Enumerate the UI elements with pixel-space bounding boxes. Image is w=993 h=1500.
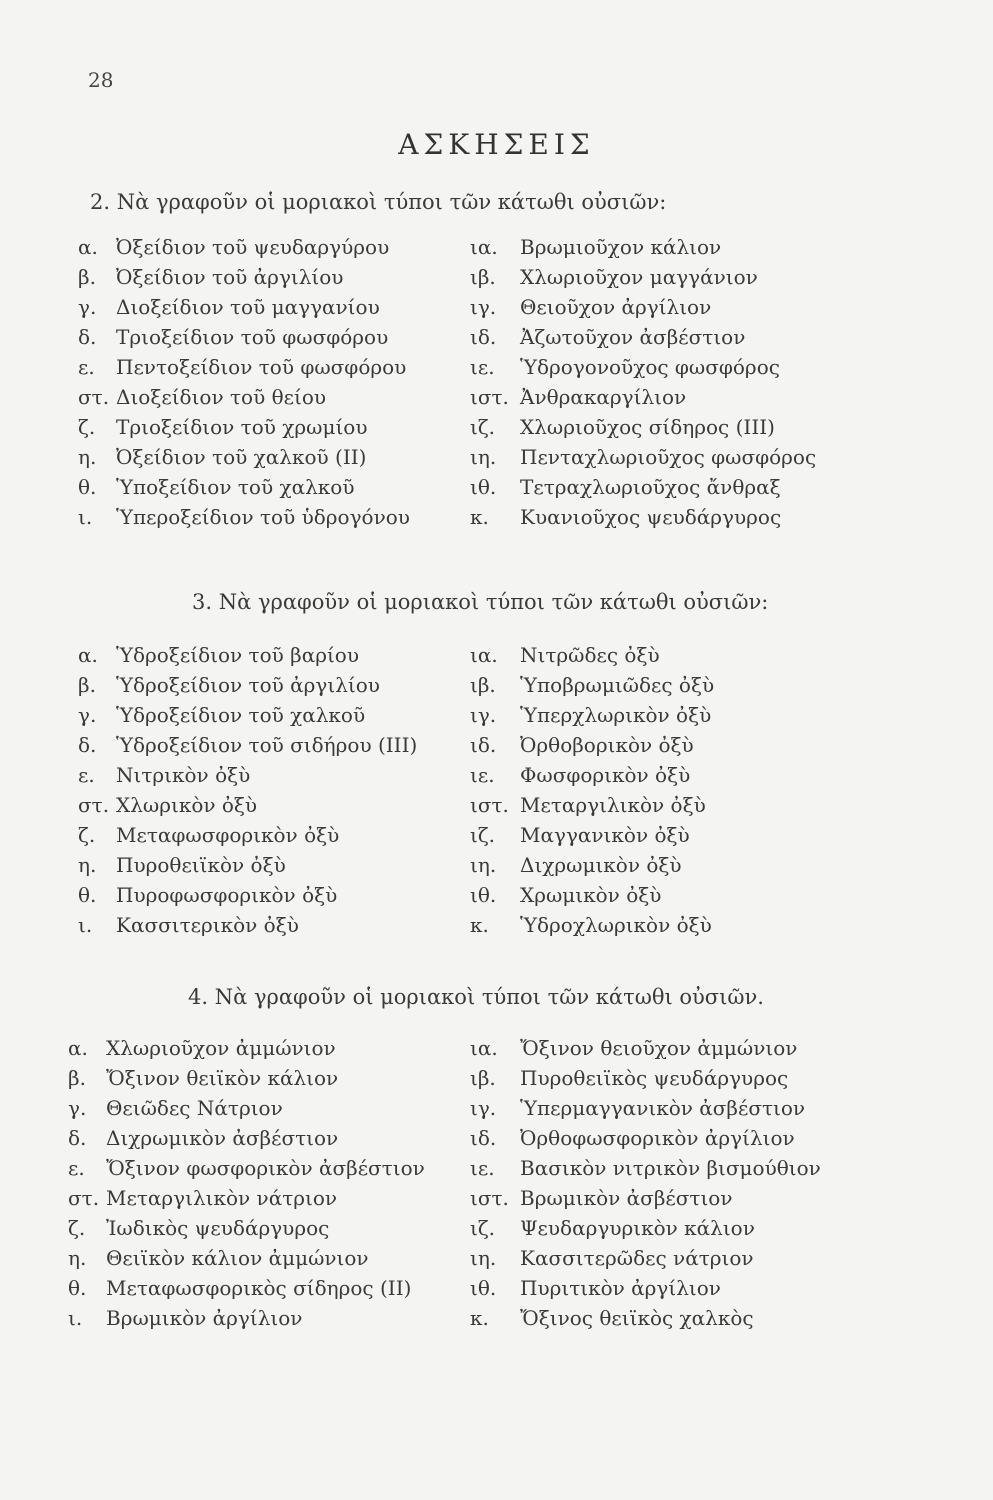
item-label: η. [68,1246,87,1270]
list-item [68,1093,425,1123]
list-item [470,1033,821,1063]
item-text: Τριοξείδιον τοῦ φωσφόρου [116,325,389,349]
item-label: ια. [470,235,498,259]
list-item [68,1033,425,1063]
exercise-3 [0,590,993,950]
item-text: Βρωμικὸν ἀργίλιον [106,1306,303,1330]
list-item [78,412,410,442]
list-item [78,910,417,940]
item-text: Διοξείδιον τοῦ θείου [116,385,327,409]
item-label: ζ. [78,415,96,439]
item-label: α. [68,1036,88,1060]
list-item [470,880,714,910]
list-item [470,1063,821,1093]
item-text: Πυροθειϊκὸς ψευδάργυρος [520,1066,789,1090]
item-text: Ἀνθρακαργίλιον [520,385,687,409]
item-label: ι. [78,505,93,529]
list-item [78,232,410,262]
list-item [470,1153,821,1183]
item-label: ια. [470,643,498,667]
item-label: ιζ. [470,415,496,439]
item-text: Πενταχλωριοῦχος φωσφόρος [520,445,817,469]
item-label: ιβ. [470,1066,496,1090]
item-label: ιη. [470,445,497,469]
item-label: ζ. [78,823,96,847]
item-text: Μεταφωσφορικὸν ὀξὺ [116,823,340,847]
item-label: ιθ. [470,475,497,499]
item-label: ιη. [470,1246,497,1270]
item-text: Τετραχλωριοῦχος ἄνθραξ [520,475,781,499]
item-label: γ. [68,1096,87,1120]
item-label: ι. [78,913,93,937]
item-text: Πυροθειϊκὸν ὀξὺ [116,853,286,877]
list-item [470,382,816,412]
item-text: Τριοξείδιον τοῦ χρωμίου [116,415,368,439]
item-label: γ. [78,703,97,727]
item-label: β. [78,265,96,289]
item-label: ιη. [470,853,497,877]
list-item [470,700,714,730]
item-label: ιζ. [470,823,496,847]
item-text: Κυανιοῦχος ψευδάργυρος [520,505,782,529]
item-text: Ὑπεροξείδιον τοῦ ὑδρογόνου [116,505,410,529]
left-column [68,1033,425,1333]
item-label: ιε. [470,1156,495,1180]
list-item [78,760,417,790]
item-label: ιστ. [470,793,509,817]
list-item [470,352,816,382]
list-item [470,1273,821,1303]
list-item [78,262,410,292]
list-item [470,820,714,850]
page-number: 28 [88,68,114,92]
item-text: Ὄξινον θειοῦχον ἀμμώνιον [520,1036,798,1060]
list-item [78,292,410,322]
item-text: Ἰωδικὸς ψευδάργυρος [106,1216,330,1240]
list-item [78,670,417,700]
list-item [470,1213,821,1243]
item-text: Θειῶδες Νάτριον [106,1096,283,1120]
item-text: Χρωμικὸν ὀξὺ [520,883,662,907]
list-item [470,910,714,940]
item-text: Ὑπερχλωρικὸν ὀξὺ [520,703,712,727]
list-item [470,1123,821,1153]
item-label: ε. [78,355,95,379]
item-text: Νιτρικὸν ὀξὺ [116,763,251,787]
item-label: β. [78,673,96,697]
item-text: Ὑπερμαγγανικὸν ἀσβέστιον [520,1096,806,1120]
right-column [470,1033,821,1333]
item-label: θ. [78,475,97,499]
exercise-heading: 2. Νὰ γραφοῦν οἱ μοριακοὶ τύποι τῶν κάτωθι οὐσιῶν: [90,190,667,214]
exercise-4 [0,985,993,1345]
item-text: Ὑποξείδιον τοῦ χαλκοῦ [116,475,355,499]
list-item [470,640,714,670]
item-label: στ. [78,793,110,817]
item-text: Πεντοξείδιον τοῦ φωσφόρου [116,355,407,379]
list-item [68,1123,425,1153]
item-text: Ὀξείδιον τοῦ ψευδαργύρου [116,235,390,259]
item-label: δ. [78,325,97,349]
list-item [470,670,714,700]
list-item [470,292,816,322]
item-text: Μεταργιλικὸν ὀξὺ [520,793,706,817]
item-label: δ. [78,733,97,757]
item-label: κ. [470,505,489,529]
item-label: ιθ. [470,883,497,907]
list-item [78,442,410,472]
list-item [68,1153,425,1183]
item-text: Ὑδροξείδιον τοῦ βαρίου [116,643,359,667]
list-item [68,1273,425,1303]
item-label: στ. [78,385,110,409]
list-item [470,1243,821,1273]
item-label: ιδ. [470,325,497,349]
item-text: Μεταφωσφορικὸς σίδηρος (ΙΙ) [106,1276,412,1300]
list-item [470,322,816,352]
item-text: Ἀζωτοῦχον ἀσβέστιον [520,325,746,349]
item-text: Βρωμιοῦχον κάλιον [520,235,722,259]
list-item [68,1213,425,1243]
list-item [78,880,417,910]
item-text: Χλωριοῦχον μαγγάνιον [520,265,758,289]
item-label: στ. [68,1186,100,1210]
item-text: Κασσιτερικὸν ὀξὺ [116,913,299,937]
item-label: ιβ. [470,673,496,697]
item-label: η. [78,853,97,877]
item-text: Ὑδροχλωρικὸν ὀξὺ [520,913,712,937]
item-label: η. [78,445,97,469]
list-item [78,472,410,502]
item-text: Ψευδαργυρικὸν κάλιον [520,1216,755,1240]
item-label: ιγ. [470,703,497,727]
item-text: Πυριτικὸν ἀργίλιον [520,1276,721,1300]
item-text: Ὀρθοφωσφορικὸν ἀργίλιον [520,1126,795,1150]
list-item [68,1063,425,1093]
item-label: ε. [68,1156,85,1180]
list-item [470,442,816,472]
item-text: Ὀξείδιον τοῦ ἀργιλίου [116,265,344,289]
list-item [470,1093,821,1123]
list-item [78,790,417,820]
list-item [78,322,410,352]
list-item [78,700,417,730]
item-label: κ. [470,913,489,937]
item-label: θ. [78,883,97,907]
item-text: Μεταργιλικὸν νάτριον [106,1186,338,1210]
item-text: Διοξείδιον τοῦ μαγγανίου [116,295,380,319]
item-label: ιστ. [470,1186,509,1210]
item-label: ιε. [470,763,495,787]
item-label: α. [78,643,98,667]
list-item [470,1183,821,1213]
item-text: Θειϊκὸν κάλιον ἀμμώνιον [106,1246,369,1270]
item-text: Χλωριοῦχος σίδηρος (ΙΙΙ) [520,415,775,439]
item-label: θ. [68,1276,87,1300]
item-text: Ὄξινον φωσφορικὸν ἀσβέστιον [106,1156,425,1180]
list-item [470,412,816,442]
list-item [78,730,417,760]
list-item [78,640,417,670]
exercise-heading: 4. Νὰ γραφοῦν οἱ μοριακοὶ τύποι τῶν κάτωθι οὐσιῶν. [188,985,764,1009]
list-item [470,1303,821,1333]
item-label: δ. [68,1126,87,1150]
list-item [78,820,417,850]
item-label: ιζ. [470,1216,496,1240]
right-column [470,232,816,532]
item-text: Βασικὸν νιτρικὸν βισμούθιον [520,1156,821,1180]
item-text: Πυροφωσφορικὸν ὀξὺ [116,883,338,907]
item-label: ιστ. [470,385,509,409]
item-text: Ὀρθοβορικὸν ὀξὺ [520,733,694,757]
item-label: ιγ. [470,295,497,319]
item-label: ι. [68,1306,83,1330]
item-text: Ὑδροξείδιον τοῦ ἀργιλίου [116,673,380,697]
item-text: Ὄξινος θειϊκὸς χαλκὸς [520,1306,754,1330]
list-item [470,790,714,820]
item-text: Χλωρικὸν ὀξὺ [116,793,258,817]
item-label: κ. [470,1306,489,1330]
list-item [470,262,816,292]
list-item [470,850,714,880]
item-label: ιθ. [470,1276,497,1300]
page-title: ΑΣΚΗΣΕΙΣ [398,128,595,161]
item-text: Φωσφορικὸν ὀξὺ [520,763,691,787]
item-label: γ. [78,295,97,319]
item-label: ζ. [68,1216,86,1240]
list-item [78,850,417,880]
item-text: Ὄξινον θειϊκὸν κάλιον [106,1066,339,1090]
left-column [78,232,410,532]
item-label: ιδ. [470,733,497,757]
exercise-heading: 3. Νὰ γραφοῦν οἱ μοριακοὶ τύποι τῶν κάτωθι οὐσιῶν: [192,590,769,614]
item-text: Διχρωμικὸν ὀξὺ [520,853,682,877]
list-item [68,1243,425,1273]
item-text: Ὑδρογονοῦχος φωσφόρος [520,355,780,379]
list-item [68,1183,425,1213]
list-item [470,730,714,760]
item-label: ιδ. [470,1126,497,1150]
item-label: α. [78,235,98,259]
item-label: ε. [78,763,95,787]
list-item [470,472,816,502]
item-text: Ὀξείδιον τοῦ χαλκοῦ (ΙΙ) [116,445,367,469]
list-item [470,232,816,262]
item-label: ιγ. [470,1096,497,1120]
item-text: Χλωριοῦχον ἀμμώνιον [106,1036,336,1060]
item-text: Κασσιτερῶδες νάτριον [520,1246,754,1270]
item-text: Ὑδροξείδιον τοῦ χαλκοῦ [116,703,366,727]
item-label: ια. [470,1036,498,1060]
list-item [470,502,816,532]
item-text: Μαγγανικὸν ὀξὺ [520,823,690,847]
item-text: Νιτρῶδες ὀξὺ [520,643,660,667]
list-item [78,352,410,382]
item-text: Ὑδροξείδιον τοῦ σιδήρου (ΙΙΙ) [116,733,418,757]
item-label: β. [68,1066,86,1090]
item-text: Βρωμικὸν ἀσβέστιον [520,1186,733,1210]
item-label: ιε. [470,355,495,379]
item-text: Ὑποβρωμιῶδες ὀξὺ [520,673,715,697]
list-item [78,502,410,532]
item-label: ιβ. [470,265,496,289]
left-column [78,640,417,940]
item-text: Θειοῦχον ἀργίλιον [520,295,712,319]
exercise-2 [0,190,993,550]
list-item [78,382,410,412]
right-column [470,640,714,940]
list-item [68,1303,425,1333]
list-item [470,760,714,790]
item-text: Διχρωμικὸν ἀσβέστιον [106,1126,339,1150]
